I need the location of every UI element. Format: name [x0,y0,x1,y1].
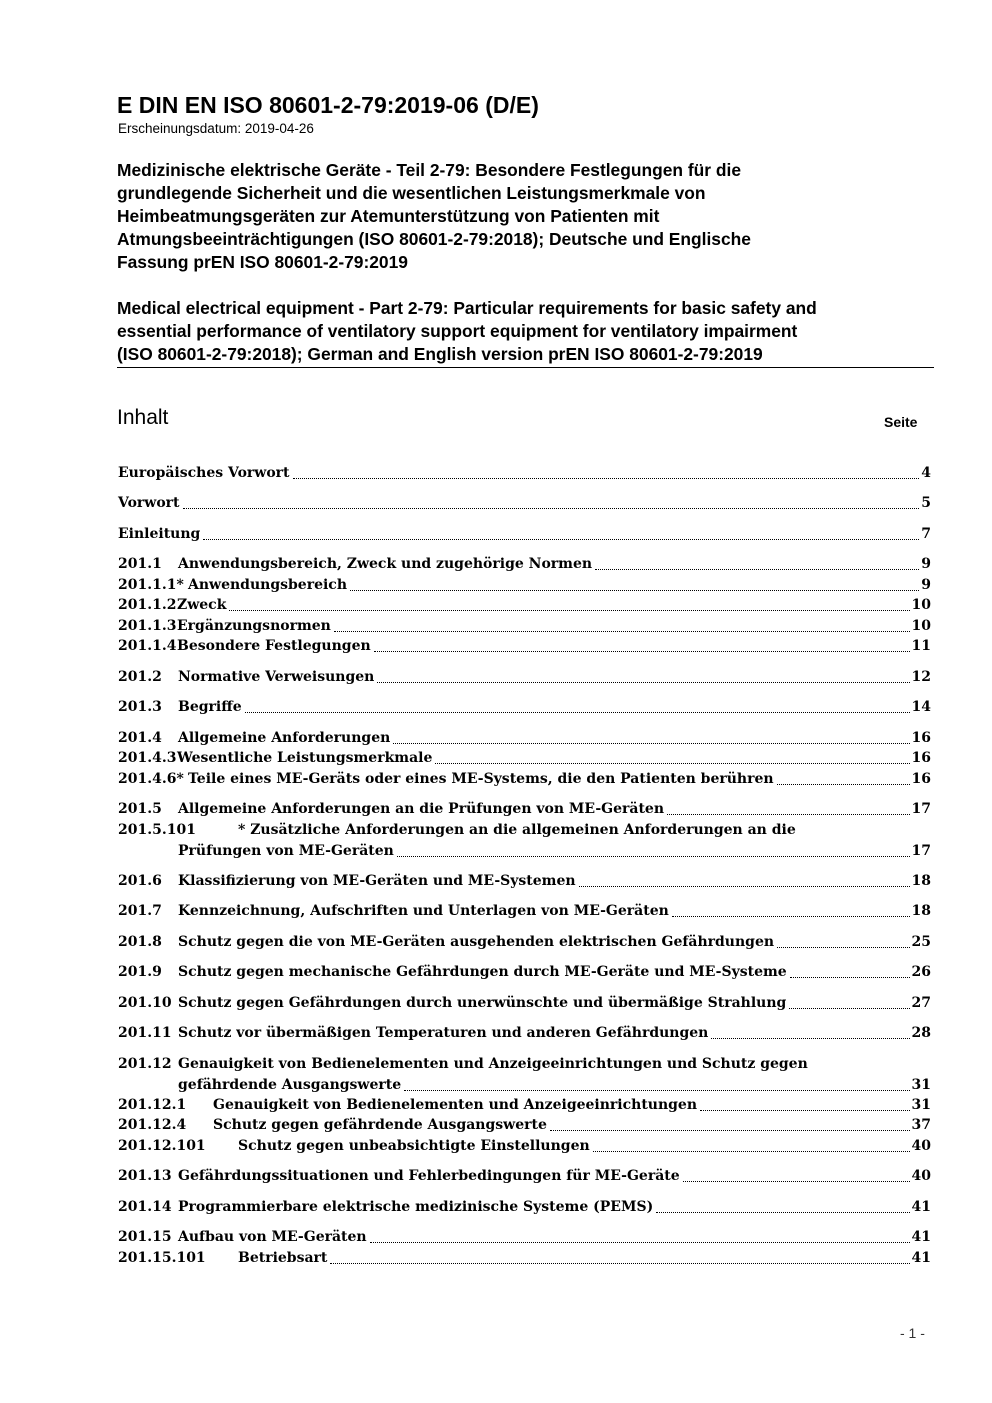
toc-entry-page: 40 [911,1138,931,1154]
toc-dot-leader [700,1110,909,1111]
toc-dot-leader [593,1151,910,1152]
toc-entry-title: Europäisches Vorwort [118,465,290,481]
toc-dot-leader [683,1181,910,1182]
toc-entry-page: 9 [921,556,931,572]
toc-entry-page: 25 [911,934,931,950]
toc-entry-page: 17 [911,801,931,817]
toc-entry[interactable] [118,463,931,483]
toc-entry-page: 5 [921,495,931,511]
toc-entry[interactable] [118,667,931,687]
toc-entry-title: Allgemeine Anforderungen an die Prüfungen von ME-Geräten [178,801,665,817]
toc-entry-number: 201.12.101 [118,1138,206,1154]
toc-entry[interactable] [118,748,931,768]
toc-entry-title: * Zusätzliche Anforderungen an die allgemeinen Anforderungen an die [238,822,796,838]
toc-entry-page: 18 [911,873,931,889]
toc-entry-title: Allgemeine Anforderungen [178,730,391,746]
toc-entry-page: 17 [911,843,931,859]
toc-entry-page: 4 [921,465,931,481]
toc-dot-leader [334,631,910,632]
toc-dot-leader [656,1212,909,1213]
toc-entry-title: Aufbau von ME-Geräten [178,1229,367,1245]
toc-entry[interactable] [118,575,931,595]
toc-entry[interactable] [118,1227,931,1247]
title-german-line: Heimbeatmungsgeräten zur Atemunterstützung von Patienten mit [117,206,660,226]
toc-entry-title: Klassifizierung von ME-Geräten und ME-Systemen [178,873,576,889]
toc-entry-page: 37 [911,1117,931,1133]
toc-dot-leader [790,977,910,978]
toc-dot-leader [711,1038,909,1039]
toc-entry[interactable] [118,493,931,513]
toc-entry-number: 201.1.3 [118,618,177,634]
toc-entry-page: 10 [911,618,931,634]
title-english-line: Medical electrical equipment - Part 2-79: Particular requirements for basic safety and [117,298,817,318]
toc-page-column-label: Seite [884,414,918,430]
toc-dot-leader [550,1130,910,1131]
toc-entry-page: 9 [921,577,931,593]
page-number: - 1 - [900,1325,925,1341]
toc-entry-number: 201.4.3 [118,750,177,766]
toc-entry[interactable] [118,1115,931,1135]
toc-entry[interactable] [118,820,931,862]
toc-dot-leader [377,682,909,683]
toc-entry-number: 201.15.101 [118,1250,206,1266]
toc-entry[interactable] [118,769,931,789]
toc-entry-number: 201.6 [118,873,162,889]
toc-dot-leader [667,814,910,815]
toc-dot-leader [393,743,909,744]
toc-entry-title: Genauigkeit von Bedienelementen und Anzeigeeinrichtungen und Schutz gegen [178,1056,808,1072]
toc-entry-title: Gefährdungssituationen und Fehlerbedingungen für ME-Geräte [178,1168,680,1184]
toc-entry-title: Besondere Festlegungen [177,638,371,654]
toc-entry-number: 201.4 [118,730,162,746]
toc-entry-page: 18 [911,903,931,919]
toc-dot-leader [435,763,909,764]
toc-entry-title: Teile eines ME-Geräts oder eines ME-Systems, die den Patienten berühren [188,771,774,787]
toc-entry-title: Genauigkeit von Bedienelementen und Anzeigeeinrichtungen [213,1097,698,1113]
toc-entry-title: Betriebsart [238,1250,328,1266]
title-german-line: Fassung prEN ISO 80601-2-79:2019 [117,252,408,272]
toc-entry-number: 201.10 [118,995,172,1011]
toc-entry-number: 201.5 [118,801,162,817]
toc-entry-title: Zweck [177,597,227,613]
toc-entry-title: Schutz gegen gefährdende Ausgangswerte [213,1117,547,1133]
toc-entry[interactable] [118,1166,931,1186]
toc-entry-number: 201.1.4 [118,638,177,654]
toc-dot-leader [579,886,910,887]
toc-entry-page: 12 [911,669,931,685]
toc-entry[interactable] [118,901,931,921]
toc-entry-page: 40 [911,1168,931,1184]
toc-entry-title: Schutz vor übermäßigen Temperaturen und anderen Gefährdungen [178,1025,709,1041]
toc-entry[interactable] [118,595,931,615]
toc-entry-title: Schutz gegen mechanische Gefährdungen durch ME-Geräte und ME-Systeme [178,964,787,980]
toc-dot-leader [203,539,919,540]
toc-entry-title: Normative Verweisungen [178,669,375,685]
toc-entry[interactable] [118,962,931,982]
toc-dot-leader [245,712,910,713]
toc-entry-title: Schutz gegen Gefährdungen durch unerwünschte und übermäßige Strahlung [178,995,787,1011]
title-german-line: Medizinische elektrische Geräte - Teil 2-79: Besondere Festlegungen für die [117,160,741,180]
toc-entry[interactable] [118,1197,931,1217]
toc-entry-title: Vorwort [118,495,180,511]
toc-entry-number: 201.2 [118,669,162,685]
toc-dot-leader [777,947,909,948]
toc-dot-leader [183,508,920,509]
toc-entry[interactable] [118,616,931,636]
toc-entry[interactable] [118,1095,931,1115]
toc-entry[interactable] [118,1023,931,1043]
toc-dot-leader [293,478,920,479]
toc-entry[interactable] [118,524,931,544]
toc-entry-number: 201.12 [118,1056,172,1072]
toc-entry-title-continuation: Prüfungen von ME-Geräten [178,843,394,859]
toc-entry-title: Ergänzungsnormen [177,618,331,634]
toc-entry-title: Programmierbare elektrische medizinische Systeme (PEMS) [178,1199,654,1215]
toc-entry-page: 14 [911,699,931,715]
toc-entry-page: 11 [911,638,931,654]
toc-dot-leader [789,1008,909,1009]
toc-entry-page: 26 [911,964,931,980]
toc-dot-leader [404,1090,909,1091]
toc-entry-title: Kennzeichnung, Aufschriften und Unterlagen von ME-Geräten [178,903,669,919]
toc-entry-page: 16 [911,750,931,766]
toc-entry-title: Anwendungsbereich, Zweck und zugehörige Normen [178,556,593,572]
toc-entry-number: 201.9 [118,964,162,980]
toc-entry-page: 7 [921,526,931,542]
toc-entry[interactable] [118,697,931,717]
toc-entry[interactable] [118,1248,931,1268]
toc-entry-number: 201.1.2 [118,597,177,613]
toc-entry-number: 201.3 [118,699,162,715]
toc-dot-leader [229,610,909,611]
toc-dot-leader [330,1263,909,1264]
toc-dot-leader [397,856,910,857]
toc-entry[interactable] [118,728,931,748]
toc-entry-number: 201.14 [118,1199,172,1215]
toc-entry[interactable] [118,1054,931,1096]
toc-entry-number: 201.4.6* [118,771,184,787]
toc-entry-number: 201.7 [118,903,162,919]
toc-entry-page: 41 [911,1229,931,1245]
toc-entry[interactable] [118,871,931,891]
toc-entry-page: 31 [911,1077,931,1093]
toc-entry-number: 201.13 [118,1168,172,1184]
toc-entry-title: Schutz gegen unbeabsichtigte Einstellungen [238,1138,590,1154]
title-english-line: (ISO 80601-2-79:2018); German and English version prEN ISO 80601-2-79:2019 [117,344,763,364]
toc-entry-number: 201.1 [118,556,162,572]
toc-entry-number: 201.1.1* [118,577,184,593]
toc-entry-number: 201.8 [118,934,162,950]
toc-entry-title: Schutz gegen die von ME-Geräten ausgehenden elektrischen Gefährdungen [178,934,775,950]
toc-entry-number: 201.15 [118,1229,172,1245]
toc-entry[interactable] [118,799,931,819]
title-german-line: Atmungsbeeinträchtigungen (ISO 80601-2-79:2018); Deutsche und Englische [117,229,751,249]
toc-entry[interactable] [118,636,931,656]
toc-dot-leader [374,651,910,652]
toc-entry-page: 10 [911,597,931,613]
toc-entry-page: 28 [911,1025,931,1041]
toc-dot-leader [350,590,919,591]
toc-entry-page: 16 [911,771,931,787]
toc-entry-title: Wesentliche Leistungsmerkmale [177,750,433,766]
toc-entry[interactable] [118,554,931,574]
toc-dot-leader [595,569,919,570]
toc-entry-page: 41 [911,1250,931,1266]
toc-entry[interactable] [118,993,931,1013]
toc-entry[interactable] [118,932,931,952]
toc-entry-number: 201.11 [118,1025,172,1041]
toc-entry-title: Einleitung [118,526,201,542]
toc-dot-leader [370,1242,910,1243]
title-german-line: grundlegende Sicherheit und die wesentlichen Leistungsmerkmale von [117,183,706,203]
toc-entry-title-continuation: gefährdende Ausgangswerte [178,1077,402,1093]
toc-entry-page: 41 [911,1199,931,1215]
toc-entry-number: 201.12.4 [118,1117,187,1133]
toc-entry-page: 31 [911,1097,931,1113]
toc-heading: Inhalt [117,406,169,429]
toc-dot-leader [777,784,910,785]
toc-entry-title: Anwendungsbereich [188,577,347,593]
title-english-line: essential performance of ventilatory support equipment for ventilatory impairment [117,321,798,341]
toc-dot-leader [672,916,910,917]
toc-entry[interactable] [118,1136,931,1156]
toc-entry-number: 201.5.101 [118,822,196,838]
standard-id: E DIN EN ISO 80601-2-79:2019-06 (D/E) [117,92,539,118]
toc-entry-number: 201.12.1 [118,1097,187,1113]
publication-date: Erscheinungsdatum: 2019-04-26 [118,121,314,136]
toc-entry-title: Begriffe [178,699,242,715]
toc-entry-page: 16 [911,730,931,746]
toc-entry-page: 27 [911,995,931,1011]
